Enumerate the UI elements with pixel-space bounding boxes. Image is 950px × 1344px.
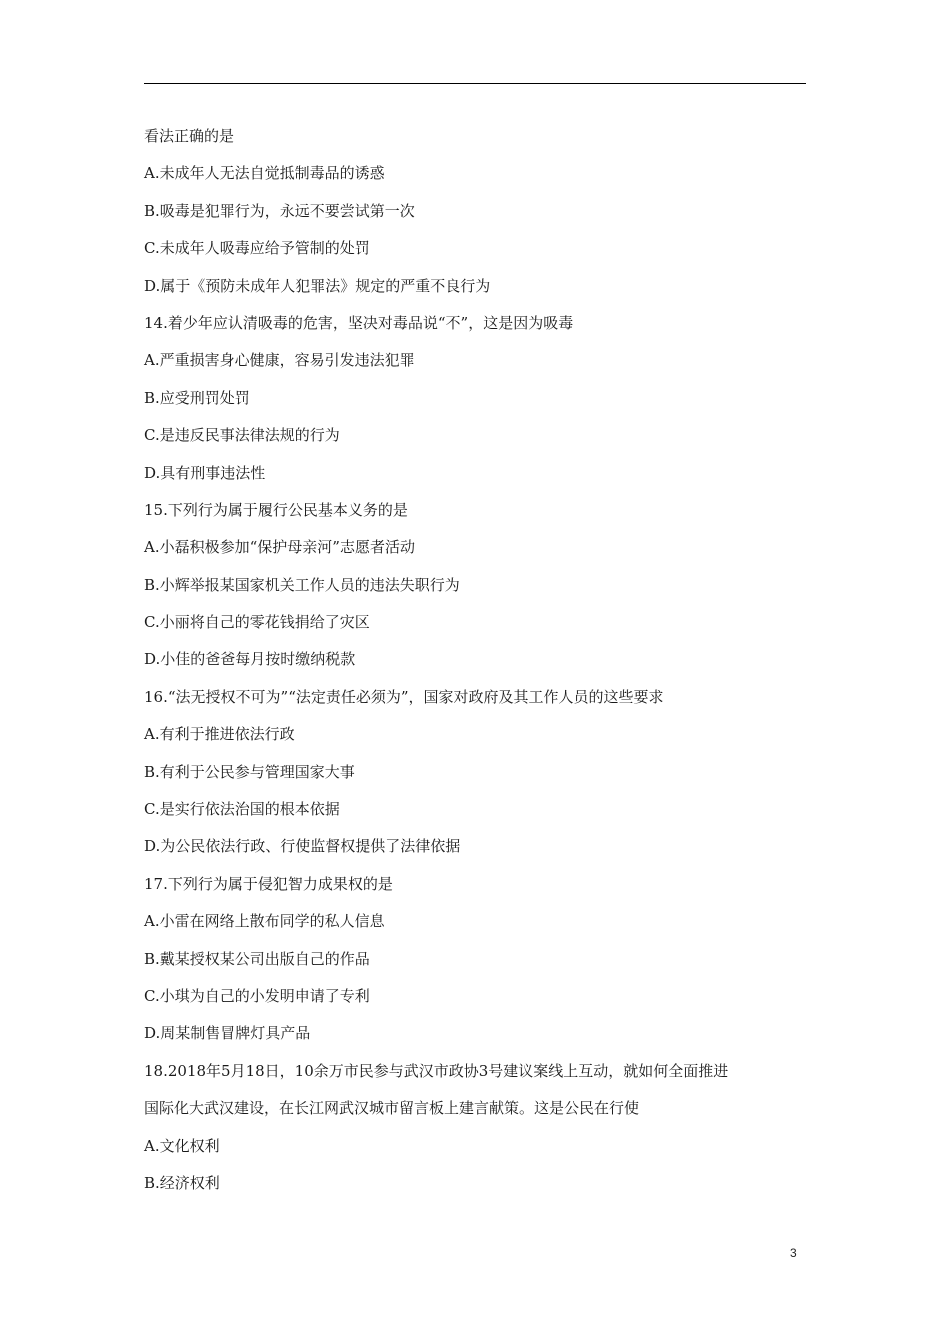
question-18: 18.2018年5月18日，10余万市民参与武汉市政协3号建议案线上互动，就如何全面推进 (144, 1061, 729, 1080)
option-c: C.是违反民事法律法规的行为 (144, 426, 340, 445)
option-c: C.小丽将自己的零花钱捐给了灾区 (144, 613, 370, 632)
header-rule (144, 83, 806, 84)
option-d: D.属于《预防未成年人犯罪法》规定的严重不良行为 (144, 276, 491, 295)
option-b: B.有利于公民参与管理国家大事 (144, 762, 355, 781)
question-text: 看法正确的是 (144, 127, 235, 145)
page-number: 3 (790, 1246, 797, 1260)
option-d: D.小佳的爸爸每月按时缴纳税款 (144, 650, 356, 669)
option-c: C.小琪为自己的小发明申请了专利 (144, 986, 370, 1005)
option-b: B.吸毒是犯罪行为，永远不要尝试第一次 (144, 201, 415, 220)
option-a: A.严重损害身心健康，容易引发违法犯罪 (144, 351, 415, 370)
option-b: B.应受刑罚处罚 (144, 388, 250, 407)
question-17: 17.下列行为属于侵犯智力成果权的是 (144, 874, 393, 893)
option-a: A.小雷在网络上散布同学的私人信息 (144, 912, 385, 931)
option-a: A.文化权利 (144, 1136, 220, 1155)
question-18-continued: 国际化大武汉建设，在长江网武汉城市留言板上建言献策。这是公民在行使 (144, 1099, 640, 1118)
option-d: D.具有刑事违法性 (144, 463, 266, 482)
option-a: A.有利于推进依法行政 (144, 725, 295, 744)
document-body (144, 124, 824, 1208)
option-a: A.未成年人无法自觉抵制毒品的诱惑 (144, 164, 385, 183)
option-d: D.为公民依法行政、行使监督权提供了法律依据 (144, 837, 461, 856)
option-b: B.戴某授权某公司出版自己的作品 (144, 949, 370, 968)
question-16: 16.“法无授权不可为”“法定责任必须为”，国家对政府及其工作人员的这些要求 (144, 687, 664, 706)
option-c: C.未成年人吸毒应给予管制的处罚 (144, 239, 370, 258)
option-b: B.经济权利 (144, 1173, 220, 1192)
option-c: C.是实行依法治国的根本依据 (144, 800, 340, 819)
question-15: 15.下列行为属于履行公民基本义务的是 (144, 500, 408, 519)
question-14: 14.着少年应认清吸毒的危害，坚决对毒品说“不”，这是因为吸毒 (144, 313, 574, 332)
option-b: B.小辉举报某国家机关工作人员的违法失职行为 (144, 575, 460, 594)
option-d: D.周某制售冒牌灯具产品 (144, 1024, 311, 1043)
option-a: A.小磊积极参加“保护母亲河”志愿者活动 (144, 538, 415, 557)
